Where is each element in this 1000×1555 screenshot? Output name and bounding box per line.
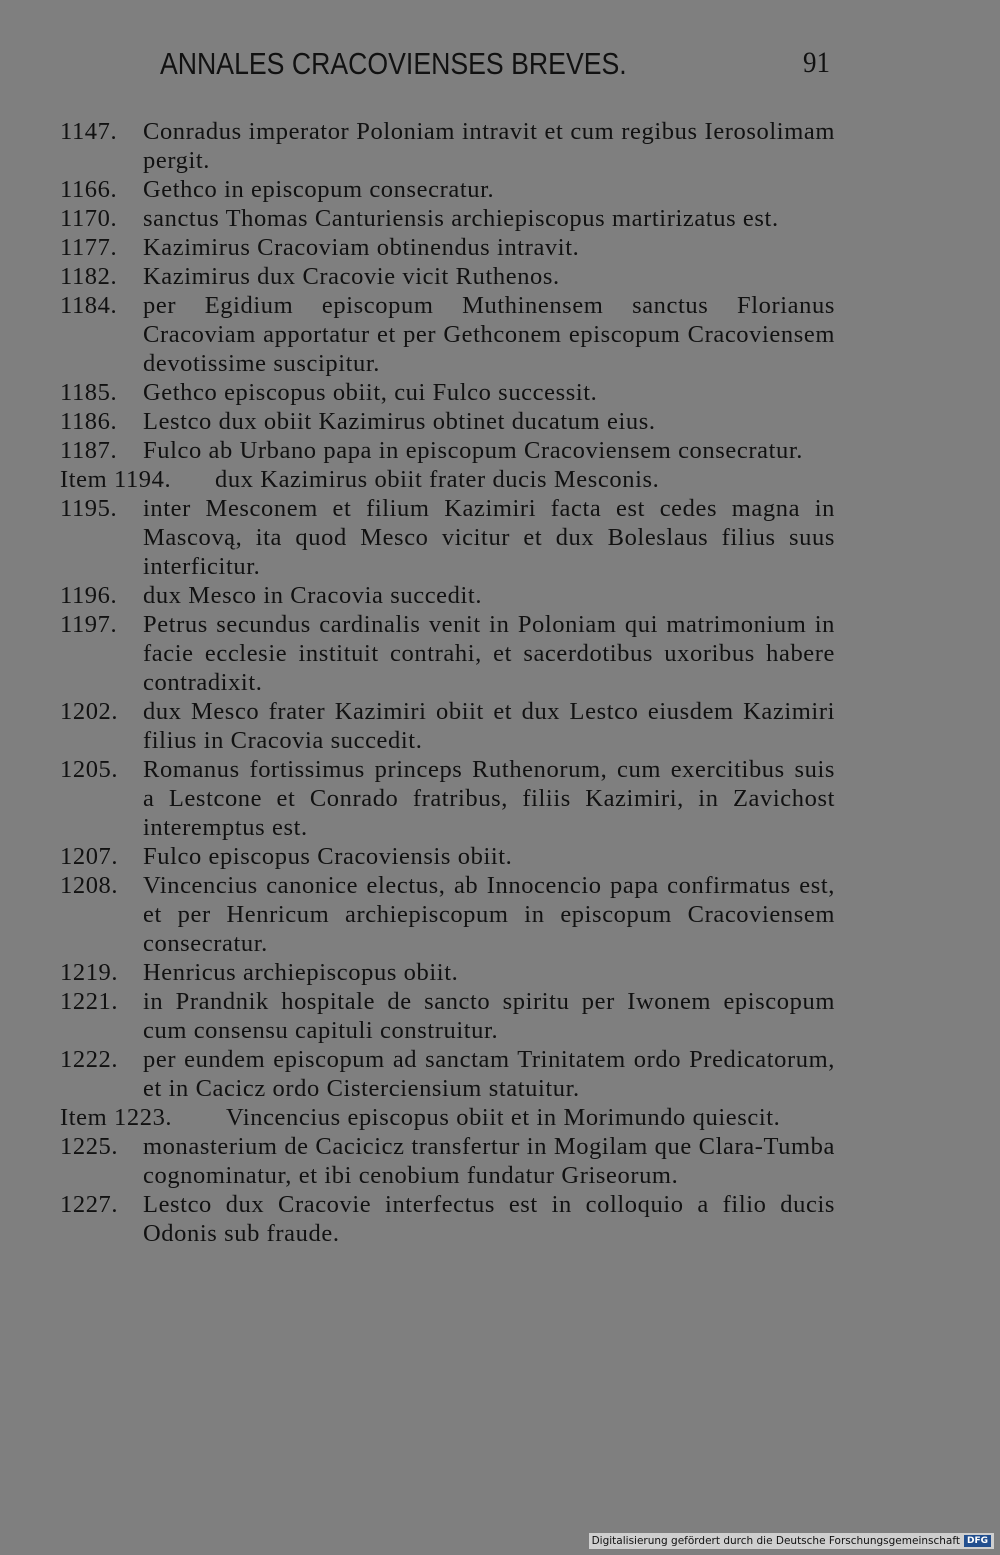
entry-1208 — [60, 871, 835, 958]
entry-year: Item 1223. — [60, 1104, 173, 1131]
footer-credit: Digitalisierung gefördert durch die Deutsche Forschungsgemeinschaft — [591, 1535, 960, 1547]
entry-1225 — [60, 1132, 835, 1190]
entry-1184 — [60, 291, 835, 378]
entry-year: 1195. — [60, 495, 118, 522]
entry-year: Item 1194. — [60, 466, 172, 493]
entry-text: dux Kazimirus obiit frater ducis Mesconis. — [215, 466, 660, 493]
entry-year: 1222. — [60, 1046, 119, 1073]
page-header — [160, 46, 830, 86]
entry-text: sanctus Thomas Canturiensis archiepiscopus martirizatus est. — [143, 205, 779, 232]
entry-text: Romanus fortissimus princeps Ruthenorum, cum exercitibus suis a Lestcone et Conrado fratribus, filiis Kazimiri, in Zavichost interemptus est. — [143, 756, 835, 841]
entry-1147 — [60, 117, 835, 175]
entry-text: Vincencius episcopus obiit et in Morimundo quiescit. — [226, 1104, 781, 1131]
entry-text: per Egidium episcopum Muthinensem sanctus Florianus Cracoviam apportatur et per Gethconem episcopum Cracoviensem devotissime suscipitur. — [143, 292, 835, 377]
entry-year: 1147. — [60, 118, 118, 145]
entry-text: in Prandnik hospitale de sancto spiritu per Iwonem episcopum cum consensu capituli construitur. — [143, 988, 835, 1044]
dfg-logo-icon: DFG — [964, 1535, 991, 1547]
entry-text: Kazimirus Cracoviam obtinendus intravit. — [143, 234, 580, 261]
entry-year: 1225. — [60, 1133, 119, 1160]
entry-year: 1177. — [60, 234, 118, 261]
dfg-footer — [589, 1533, 994, 1549]
entry-1186 — [60, 407, 835, 436]
entry-1187 — [60, 436, 835, 465]
page-number: 91 — [803, 46, 830, 79]
entry-year: 1221. — [60, 988, 119, 1015]
entry-year: 1197. — [60, 611, 118, 638]
entry-year: 1196. — [60, 582, 118, 609]
entry-1207 — [60, 842, 835, 871]
entry-year: 1227. — [60, 1191, 119, 1218]
entry-1194 — [60, 465, 835, 494]
entry-1222 — [60, 1045, 835, 1103]
entry-year: 1185. — [60, 379, 118, 406]
entry-year: 1187. — [60, 437, 118, 464]
entry-text: Vincencius canonice electus, ab Innocencio papa confirmatus est, et per Henricum archiepiscopum in episcopum Cracoviensem consecratur. — [143, 872, 835, 957]
entry-text: Fulco episcopus Cracoviensis obiit. — [143, 843, 513, 870]
entry-1185 — [60, 378, 835, 407]
entry-1227 — [60, 1190, 835, 1248]
entry-year: 1170. — [60, 205, 118, 232]
entry-text: dux Mesco in Cracovia succedit. — [143, 582, 483, 609]
entry-1197 — [60, 610, 835, 697]
entry-text: Lestco dux obiit Kazimirus obtinet ducatum eius. — [143, 408, 656, 435]
entry-text: per eundem episcopum ad sanctam Trinitatem ordo Predicatorum, et in Cacicz ordo Cisterciensium statuitur. — [143, 1046, 835, 1102]
entry-1166 — [60, 175, 835, 204]
entry-year: 1202. — [60, 698, 119, 725]
entry-text: Petrus secundus cardinalis venit in Poloniam qui matrimonium in facie ecclesie instituit contrahi, et sacerdotibus uxoribus habere contradixit. — [143, 611, 835, 696]
entry-1205 — [60, 755, 835, 842]
entry-text: dux Mesco frater Kazimiri obiit et dux Lestco eiusdem Kazimiri filius in Cracovia succedit. — [143, 698, 835, 754]
entry-year: 1208. — [60, 872, 119, 899]
entry-1219 — [60, 958, 835, 987]
entry-1223 — [60, 1103, 835, 1132]
entry-text: Gethco in episcopum consecratur. — [143, 176, 495, 203]
entry-text: monasterium de Cacicicz transfertur in Mogilam que Clara-Tumba cognominatur, et ibi cenobium fundatur Griseorum. — [143, 1133, 835, 1189]
entry-text: Henricus archiepiscopus obiit. — [143, 959, 459, 986]
entry-year: 1205. — [60, 756, 119, 783]
entry-year: 1207. — [60, 843, 119, 870]
entry-text: Lestco dux Cracovie interfectus est in colloquio a filio ducis Odonis sub fraude. — [143, 1191, 835, 1247]
entry-1170 — [60, 204, 835, 233]
entry-text: Kazimirus dux Cracovie vicit Ruthenos. — [143, 263, 560, 290]
entry-text: Fulco ab Urbano papa in episcopum Cracoviensem consecratur. — [143, 437, 803, 464]
entry-1182 — [60, 262, 835, 291]
entry-1196 — [60, 581, 835, 610]
page-title: ANNALES CRACOVIENSES BREVES. — [160, 46, 627, 81]
annals-entries — [60, 117, 835, 1248]
entry-1221 — [60, 987, 835, 1045]
entry-1195 — [60, 494, 835, 581]
entry-year: 1184. — [60, 292, 118, 319]
entry-year: 1182. — [60, 263, 118, 290]
entry-year: 1219. — [60, 959, 119, 986]
entry-1177 — [60, 233, 835, 262]
entry-text: inter Mesconem et filium Kazimiri facta est cedes magna in Mascovą, ita quod Mesco vicitur et dux Boleslaus filius suus interficitur. — [143, 495, 835, 580]
entry-text: Conradus imperator Poloniam intravit et cum regibus Ierosolimam pergit. — [143, 118, 835, 174]
entry-year: 1166. — [60, 176, 118, 203]
entry-year: 1186. — [60, 408, 118, 435]
entry-1202 — [60, 697, 835, 755]
entry-text: Gethco episcopus obiit, cui Fulco successit. — [143, 379, 598, 406]
